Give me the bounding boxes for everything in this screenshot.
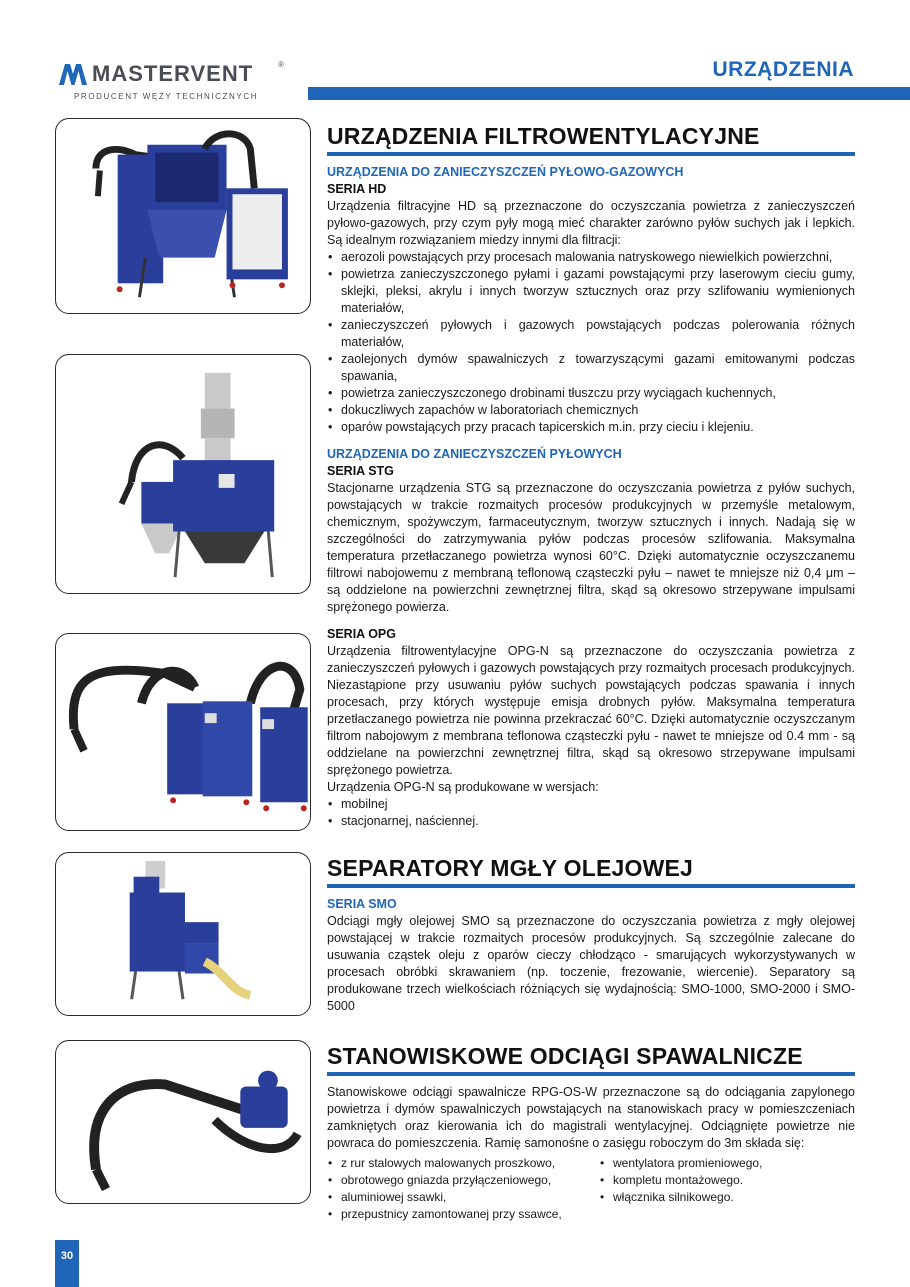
- list-item: • stacjonarnej, naściennej.: [327, 813, 855, 830]
- smo-unit-photo: [55, 852, 311, 1016]
- opg-block: [327, 626, 855, 830]
- list-item: • włącznika silnikowego.: [599, 1189, 855, 1206]
- hd-list: [327, 249, 855, 436]
- brand-name: MASTERVENT: [92, 61, 254, 86]
- section-title-filter: URZĄDZENIA FILTROWENTYLACYJNE: [327, 123, 760, 149]
- list-item: • przepustnicy zamontowanej przy ssawce,: [327, 1206, 599, 1223]
- stg-unit-photo: [55, 354, 311, 594]
- oil-separators-section: [327, 854, 855, 1015]
- page-number: 30: [55, 1240, 79, 1287]
- brand-logo: [58, 58, 298, 104]
- hd-unit-illustration: [56, 119, 310, 313]
- section-rule: [327, 1072, 855, 1076]
- stg-series: SERIA STG: [327, 464, 394, 478]
- opg-list: [327, 796, 855, 830]
- hd-text: Urządzenia filtracyjne HD są przeznaczone do oczyszczania powietrza z zanieczyszczeń pyłowo-gazowych, przy czym pyły mogą mieć charakter zarówno pyłów suchych jak i lepkich. Są idealnym rozwiązaniem miedzy innymi dla filtracji:: [327, 199, 855, 247]
- filter-devices-section: [327, 122, 855, 830]
- opg-unit-illustration: [56, 634, 310, 830]
- welding-text: Stanowiskowe odciągi spawalnicze RPG-OS-W przeznaczone są do odciągania zapylonego powietrza i dymów spawalniczych powstających na stanowiskach pracy w pomieszczeniach zamkniętych oraz kierowania ich do magistrali wentylacyjnej. Odciągnięte powietrze nie powraca do pomieszczenia. Ramię samonośne o zasięgu roboczym do 3m składa się:: [327, 1085, 855, 1150]
- brand-tagline: PRODUCENT WĘŻY TECHNICZNYCH: [74, 92, 259, 101]
- list-item: • wentylatora promieniowego,: [599, 1155, 855, 1172]
- hd-block: [327, 164, 855, 436]
- list-item: • aluminiowej ssawki,: [327, 1189, 599, 1206]
- hd-unit-photo: [55, 118, 311, 314]
- opg-series: SERIA OPG: [327, 627, 396, 641]
- smo-unit-illustration: [56, 853, 310, 1015]
- mastervent-logo-icon: [58, 62, 88, 86]
- list-item: • aerozoli powstających przy procesach malowania natryskowego niewielkich powierzchni,: [327, 249, 855, 266]
- list-item: • z rur stalowych malowanych proszkowo,: [327, 1155, 599, 1172]
- list-item: • powietrza zanieczyszczonego drobinami tłuszczu przy wyciągach kuchennych,: [327, 385, 855, 402]
- list-item: • dokuczliwych zapachów w laboratoriach chemicznych: [327, 402, 855, 419]
- welding-extractors-section: [327, 1042, 855, 1223]
- rpg-arm-illustration: [56, 1041, 310, 1203]
- welding-list-right: [599, 1155, 855, 1223]
- opg-unit-photo: [55, 633, 311, 831]
- welding-components: [327, 1155, 855, 1223]
- smo-series: SERIA SMO: [327, 897, 397, 911]
- list-item: • powietrza zanieczyszczonego pyłami i gazami powstającymi przy laserowym cieciu gumy, sklejki, pleksi, akrylu i innych tworzyw sztucznych oraz przy szlifowaniu wymienionych materiałów,: [327, 266, 855, 317]
- list-item: • obrotowego gniazda przyłączeniowego,: [327, 1172, 599, 1189]
- list-item: • zanieczyszczeń pyłowych i gazowych powstających podczas polerowania różnych materiałów,: [327, 317, 855, 351]
- section-label: URZĄDZENIA: [712, 58, 854, 81]
- opg-versions-intro: Urządzenia OPG-N są produkowane w wersjach:: [327, 780, 599, 794]
- header-accent-bar: [308, 87, 910, 100]
- section-title-welding: STANOWISKOWE ODCIĄGI SPAWALNICZE: [327, 1043, 803, 1069]
- hd-series: SERIA HD: [327, 182, 387, 196]
- list-item: • oparów powstających przy pracach tapicerskich m.in. przy cieciu i klejeniu.: [327, 419, 855, 436]
- list-item: • zaolejonych dymów spawalniczych z towarzyszącymi gazami emitowanymi podczas spawania,: [327, 351, 855, 385]
- stg-subtitle: URZĄDZENIA DO ZANIECZYSZCZEŃ PYŁOWYCH: [327, 447, 622, 461]
- welding-list-left: [327, 1155, 599, 1223]
- list-item: • mobilnej: [327, 796, 855, 813]
- hd-subtitle: URZĄDZENIA DO ZANIECZYSZCZEŃ PYŁOWO-GAZOWYCH: [327, 165, 684, 179]
- list-item: • kompletu montażowego.: [599, 1172, 855, 1189]
- stg-block: [327, 446, 855, 616]
- rpg-arm-photo: [55, 1040, 311, 1204]
- section-rule: [327, 884, 855, 888]
- stg-text: Stacjonarne urządzenia STG są przeznaczone do oczyszczania powietrza z pyłów suchych, powstających w trakcie rozmaitych procesów produkcyjnych w przemyśle metalowym, chemicznym, spożywczym, farmaceutycznym, tworzyw sztucznych i innych. Nadają się w szczególności do zatrzymywania pyłów podczas procesów szlifowania. Maksymalna temperatura przetłaczanego powietrza wynosi 60°C. Dzięki automatycznie oczyszczanemu filtrowi nabojowemu z membraną teflonową cząsteczki pyłu – nawet te mniejsze niż 0,4 μm – są oddzielone na powierzchni zewnętrznej filtra, skąd są okresowo strzepywane impulsami sprężonego powierza.: [327, 481, 855, 614]
- registered-mark: ®: [278, 60, 284, 69]
- smo-text: Odciągi mgły olejowej SMO są przeznaczone do oczyszczania powietrza z mgły olejowej powstającej w trakcie rozmaitych procesów produkcyjnych. Są szczególnie zalecane do usuwania cząstek oleju z oparów cieczy chłodząco - smarujących wykorzystywanych w procesach obróbki skrawaniem (np. toczenie, frezowanie, wiercenie). Separatory są produkowane trzech wielkościach różniących się wydajnością: SMO-1000, SMO-2000 i SMO-5000: [327, 914, 855, 1013]
- opg-text: Urządzenia filtrowentylacyjne OPG-N są przeznaczone do oczyszczania powietrza z zanieczyszczeń pyłowych i gazowych powstających przy rozmaitych procesach produkcyjnych. Niezastąpione przy usuwaniu pyłów suchych powstających podczas spawania i innych procesach, przy których występuje emisja drobnych pyłów. Maksymalna temperatura przetłaczanego powietrza nie powinna przekraczać 60°C. Dzięki automatycznie oczyszczanym filtrom nabojowym z membrana teflonowa cząsteczki pyłu - nawet te mniejsze od 0.4 mm - są oddzielane na powierzchni zewnętrznej filtra, skąd są okresowo strzepywane impulsami sprężonego powietrza.: [327, 644, 855, 777]
- section-rule: [327, 152, 855, 156]
- stg-unit-illustration: [56, 355, 310, 593]
- section-title-oil: SEPARATORY MGŁY OLEJOWEJ: [327, 855, 694, 881]
